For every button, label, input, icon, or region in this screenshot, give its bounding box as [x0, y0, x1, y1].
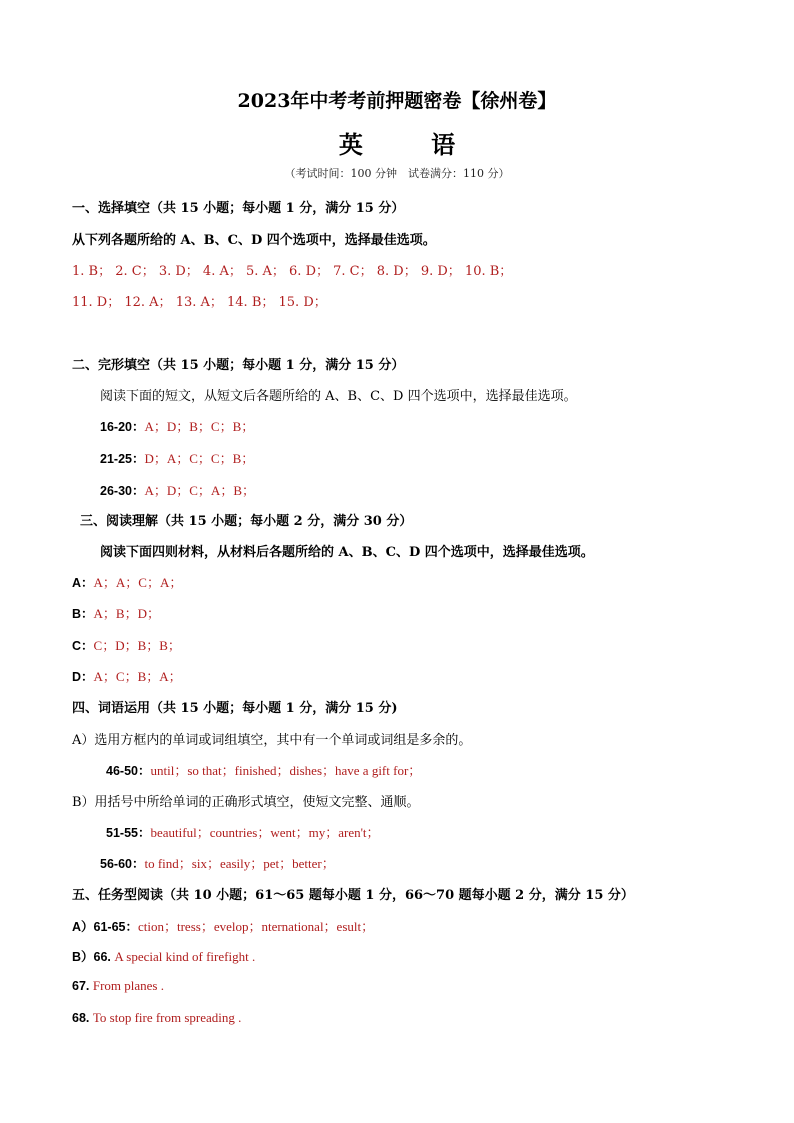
section2-heading: 二、完形填空（共 15 小题；每小题 1 分，满分 15 分）	[72, 358, 405, 373]
answer-label: 16-20：	[100, 420, 145, 434]
answer-values: until；so that；finished；dishes；have a gift for；	[150, 763, 422, 778]
answer-values: A；A；C；A；	[93, 575, 183, 590]
answer-label: C：	[72, 639, 94, 653]
answer-row	[72, 947, 255, 965]
answer-values: A；C；B；A；	[93, 669, 182, 684]
answer-label: 56-60：	[100, 857, 145, 871]
answer-values: A；D；B；C；B；	[144, 419, 255, 434]
answer-values: to find；six；easily；pet；better；	[144, 856, 335, 871]
answer-label: B：	[72, 607, 94, 621]
section3-heading: 三、阅读理解（共 15 小题；每小题 2 分，满分 30 分）	[80, 514, 413, 529]
answer-values: A special kind of firefight .	[114, 949, 256, 964]
answer-row	[72, 978, 164, 994]
answer-values: C；D；B；B；	[93, 638, 181, 653]
answer-values: To stop fire from spreading .	[92, 1010, 242, 1025]
answer-row	[72, 916, 374, 935]
section1-instruction: 从下列各题所给的 A、B、C、D 四个选项中，选择最佳选项。	[72, 233, 436, 248]
answer-values: A；D；C；A；B；	[144, 483, 255, 498]
answer-row	[72, 666, 182, 685]
answer-label: 67.	[72, 979, 93, 993]
answer-values: D；A；C；C；B；	[144, 451, 255, 466]
answer-label: B）66.	[72, 950, 115, 964]
answer-row	[106, 822, 380, 841]
answer-values: ction；tress；evelop；nternational；esult；	[138, 919, 375, 934]
answer-row	[100, 416, 254, 435]
answer-values: beautiful；countries；went；my；aren't；	[150, 825, 380, 840]
section5-heading: 五、任务型阅读（共 10 小题；61～65 题每小题 1 分，66～70 题每小题 2 分，满分 15 分）	[72, 888, 634, 903]
section1-heading: 一、选择填空（共 15 小题；每小题 1 分，满分 15 分）	[72, 201, 405, 216]
answer-row	[100, 448, 254, 467]
answer-row	[106, 760, 421, 779]
answer-label: A：	[72, 576, 94, 590]
answer-label: 26-30：	[100, 484, 145, 498]
section1-answers-row1: 1. B； 2. C； 3. D； 4. A； 5. A； 6. D； 7. C； 8. D； 9. D； 10. B；	[72, 264, 513, 279]
answer-values: From planes .	[92, 978, 164, 993]
answer-label: A）61-65：	[72, 920, 138, 934]
section4-partA-instruction: A）选用方框内的单词或词组填空，其中有一个单词或词组是多余的。	[72, 733, 472, 748]
section4-partB-instruction: B）用括号中所给单词的正确形式填空，使短文完整、通顺。	[72, 795, 420, 810]
page-title: 2023年中考考前押题密卷【徐州卷】	[237, 90, 557, 112]
answer-label: 21-25：	[100, 452, 145, 466]
answer-label: 51-55：	[106, 826, 151, 840]
section4-heading: 四、词语运用（共 15 小题；每小题 1 分，满分 15 分)	[72, 701, 398, 716]
answer-row	[72, 603, 160, 622]
exam-meta: （考试时间：100 分钟 试卷满分：110 分）	[284, 167, 510, 180]
subject-title: 英 语	[338, 130, 486, 159]
answer-row	[72, 1010, 241, 1026]
answer-row	[100, 480, 255, 499]
answer-values: A；B；D；	[93, 606, 160, 621]
answer-label: D：	[72, 670, 94, 684]
section3-instruction: 阅读下面四则材料，从材料后各题所给的 A、B、C、D 四个选项中，选择最佳选项。	[100, 545, 594, 560]
section1-answers-row2: 11. D； 12. A； 13. A； 14. B； 15. D；	[72, 295, 327, 310]
answer-row	[72, 635, 181, 654]
answer-row	[100, 853, 335, 872]
answer-label: 46-50：	[106, 764, 151, 778]
answer-row	[72, 572, 182, 591]
answer-label: 68.	[72, 1011, 93, 1025]
section2-instruction: 阅读下面的短文，从短文后各题所给的 A、B、C、D 四个选项中，选择最佳选项。	[100, 389, 577, 404]
